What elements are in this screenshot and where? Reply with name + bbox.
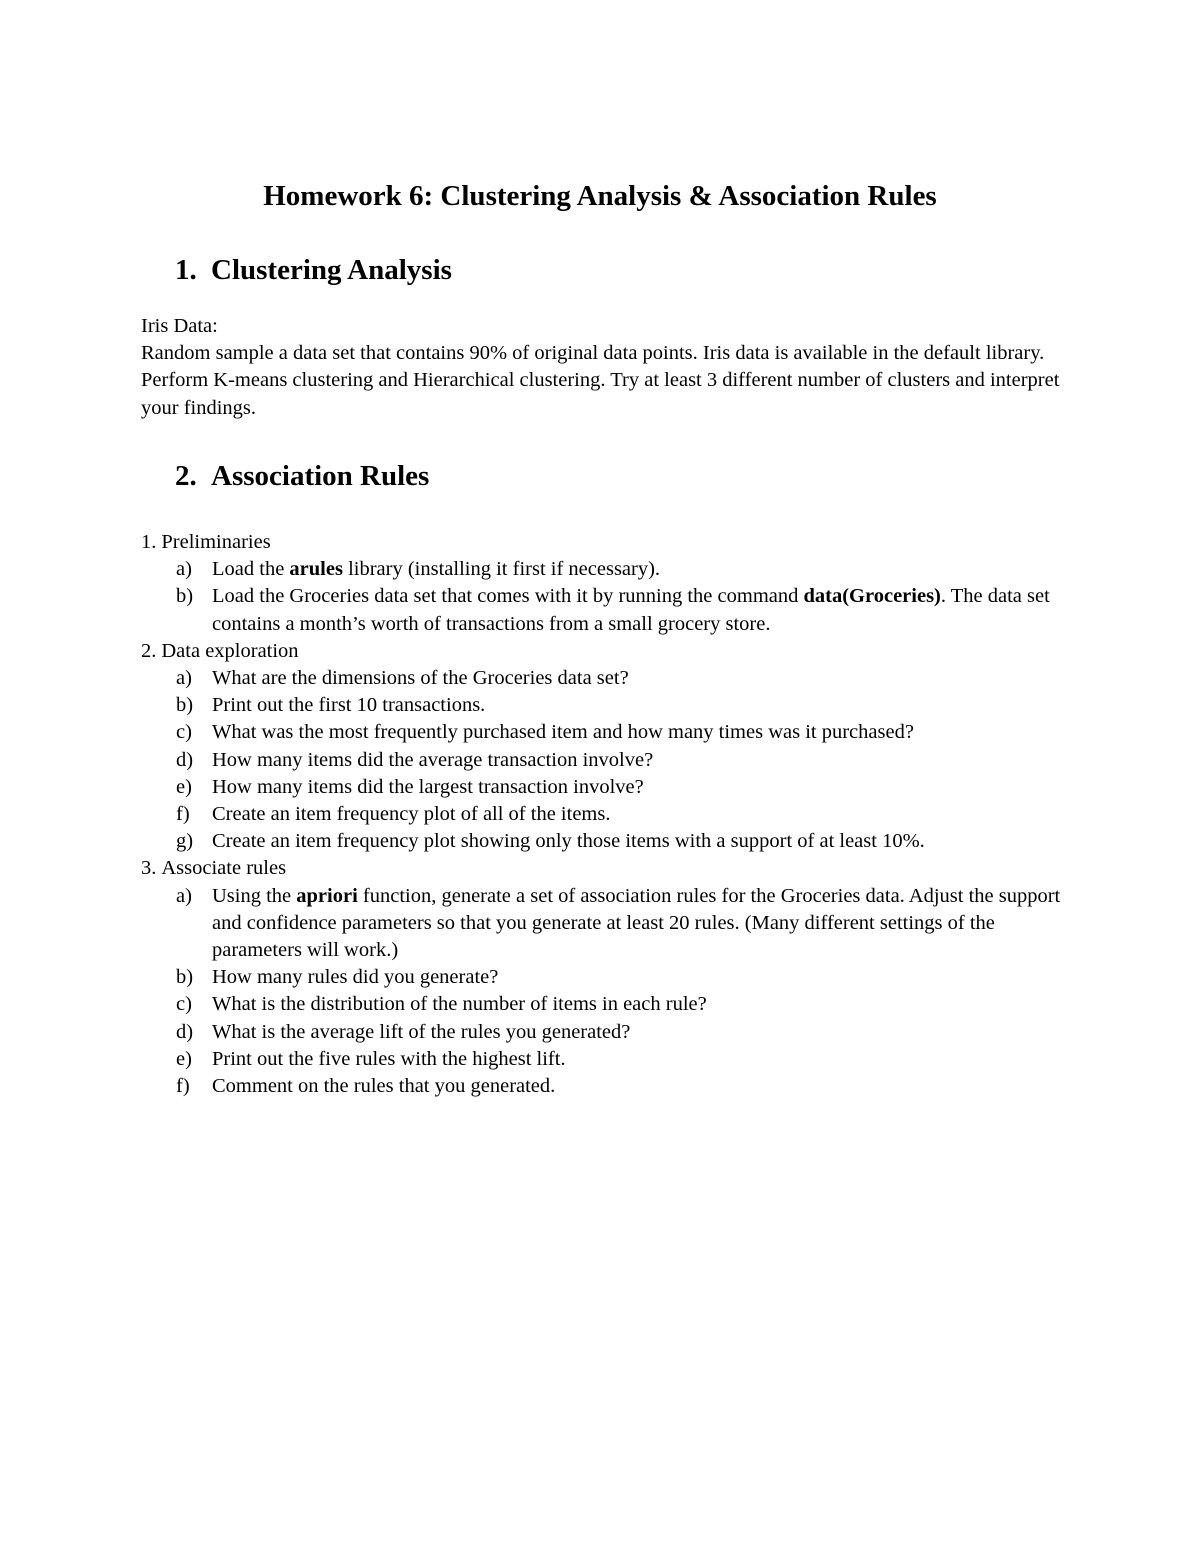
- question-text: How many items did the average transaction involve?: [212, 748, 654, 771]
- question-item: [141, 828, 1071, 855]
- question-letter: c): [176, 993, 192, 1016]
- section-number: 2.: [175, 460, 197, 492]
- question-group-heading: [141, 855, 1071, 882]
- question-item: [141, 692, 1071, 719]
- question-group-title: Associate rules: [161, 857, 287, 880]
- question-item: [141, 583, 1071, 637]
- document-title: Homework 6: Clustering Analysis & Association Rules: [263, 180, 937, 212]
- question-letter: a): [176, 558, 192, 581]
- question-item: [141, 883, 1071, 965]
- question-group-number: 1.: [141, 531, 157, 553]
- code-term: arules: [289, 558, 343, 581]
- question-letter: d): [176, 1020, 194, 1043]
- section-title: Association Rules: [211, 460, 430, 492]
- question-letter: b): [176, 585, 194, 608]
- code-term: apriori: [296, 884, 358, 907]
- question-text: Create an item frequency plot of all of the items.: [212, 803, 611, 826]
- question-letter: g): [176, 830, 194, 853]
- question-text: What was the most frequently purchased item and how many times was it purchased?: [212, 721, 914, 744]
- question-text: What is the average lift of the rules you generated?: [212, 1020, 631, 1043]
- question-letter: b): [176, 694, 194, 717]
- question-text: Create an item frequency plot showing only those items with a support of at least 10%.: [212, 830, 925, 853]
- question-letter: d): [176, 748, 194, 771]
- question-text: Load the Groceries data set that comes with it by running the command: [212, 585, 804, 608]
- question-text: Print out the five rules with the highest lift.: [212, 1047, 566, 1070]
- question-letter: b): [176, 966, 194, 989]
- question-text: Load the: [212, 558, 290, 581]
- question-text-continued: function, generate a set of association rules for the Groceries data. Adjust the support and confidence parameters so that you generate at least 20 rules. (Many different settings of the parameters will work.): [212, 884, 1061, 962]
- question-text: How many items did the largest transaction involve?: [212, 775, 644, 798]
- question-text-continued: . The data set contains a month’s worth of transactions from a small grocery store.: [212, 585, 1050, 635]
- question-item: [141, 991, 1071, 1018]
- question-item: [141, 1073, 1071, 1100]
- question-letter: f): [176, 803, 190, 826]
- iris-data-label: Iris Data:: [141, 315, 218, 337]
- question-item: [141, 964, 1071, 991]
- association-rules-body: [141, 529, 1071, 1100]
- question-item: [141, 1046, 1071, 1073]
- clustering-instructions: Random sample a data set that contains 90% of original data points. Iris data is available in the default library. Perform K-means clustering and Hierarchical clustering. Try at least 3 different number of clusters and interpret your findings.: [141, 342, 1060, 419]
- question-group-title: Data exploration: [161, 639, 299, 662]
- question-text: Comment on the rules that you generated.: [212, 1075, 556, 1098]
- question-list: [141, 556, 1071, 638]
- question-letter: e): [176, 775, 192, 798]
- question-group-number: 3.: [141, 857, 157, 880]
- question-text-continued: library (installing it first if necessary).: [342, 558, 661, 581]
- question-letter: a): [176, 884, 192, 907]
- question-item: [141, 747, 1071, 774]
- question-item: [141, 1019, 1071, 1046]
- question-group-heading: [141, 638, 1071, 665]
- question-item: [141, 556, 1071, 583]
- question-group-number: 2.: [141, 639, 157, 662]
- question-list: [141, 883, 1071, 1101]
- question-letter: f): [176, 1075, 190, 1098]
- question-letter: e): [176, 1047, 192, 1070]
- question-text: How many rules did you generate?: [212, 966, 499, 989]
- question-item: [141, 801, 1071, 828]
- question-letter: a): [176, 667, 192, 690]
- question-group-heading: [141, 529, 1071, 556]
- section-heading-clustering: [175, 250, 452, 290]
- question-group-title: Preliminaries: [161, 531, 271, 553]
- question-item: [141, 719, 1071, 746]
- question-text: Using the: [212, 884, 297, 907]
- question-list: [141, 665, 1071, 855]
- section-heading-association-rules: [175, 456, 429, 496]
- question-text: What is the distribution of the number of items in each rule?: [212, 993, 707, 1016]
- question-item: [141, 665, 1071, 692]
- question-text: Print out the first 10 transactions.: [212, 694, 486, 717]
- section-number: 1.: [175, 254, 197, 286]
- section-title: Clustering Analysis: [211, 254, 452, 286]
- question-letter: c): [176, 721, 192, 744]
- clustering-body: [141, 313, 1061, 422]
- question-text: What are the dimensions of the Groceries data set?: [212, 667, 629, 690]
- code-term: data(Groceries): [803, 585, 941, 608]
- question-item: [141, 774, 1071, 801]
